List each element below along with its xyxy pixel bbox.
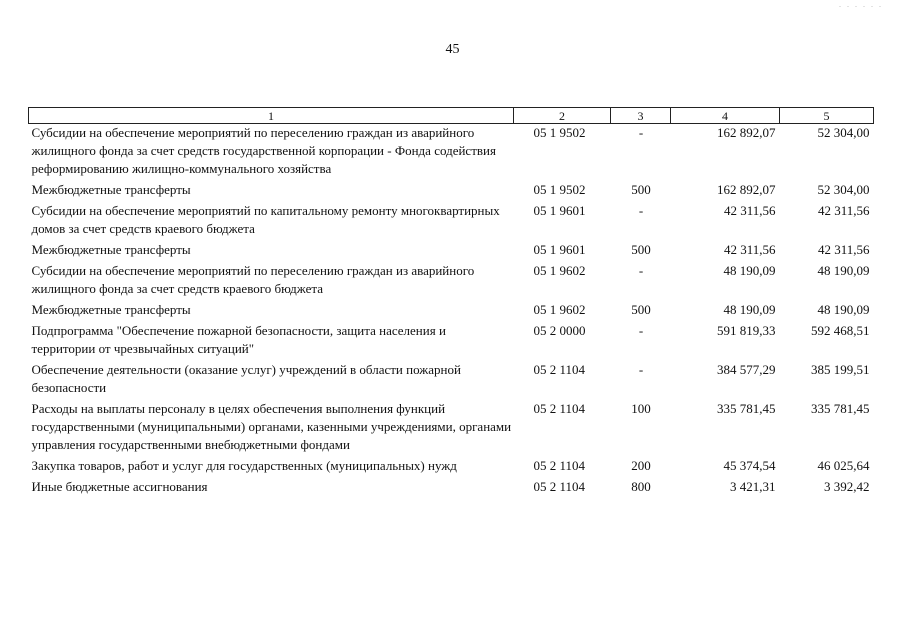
row-name: Расходы на выплаты персоналу в целях обеспечения выполнения функций государственными (муниципальными) органами, казенными учреждениями, органами управления государственными внебюджетными фондами: [31, 401, 512, 452]
table-row: [29, 301, 874, 322]
table-row: [29, 400, 874, 457]
row-name: Закупка товаров, работ и услуг для государственных (муниципальных) нужд: [31, 458, 457, 473]
row-value-col4: 591 819,33: [717, 323, 776, 338]
row-name: Межбюджетные трансферты: [31, 182, 191, 197]
row-value-col5: 52 304,00: [817, 125, 870, 140]
row-target-code: 05 1 9502: [533, 125, 586, 140]
page-number: 45: [445, 42, 460, 57]
row-expense-type: 800: [631, 479, 651, 494]
row-name: Подпрограмма "Обеспечение пожарной безопасности, защита населения и территории от чрезвычайных ситуаций": [31, 323, 446, 356]
row-value-col4: 3 421,31: [730, 479, 776, 494]
row-target-code: 05 2 1104: [533, 362, 586, 377]
row-target-code: 05 1 9602: [533, 302, 586, 317]
row-value-col4: 45 374,54: [723, 458, 776, 473]
row-name: Субсидии на обеспечение мероприятий по переселению граждан из аварийного жилищного фонда за счет средств государственной корпорации - Фонда содействия реформированию жилищно-коммунального хозяйства: [31, 125, 496, 176]
row-expense-type: -: [638, 203, 644, 218]
table-header: [29, 108, 874, 124]
row-value-col5: 48 190,09: [817, 302, 870, 317]
row-name: Межбюджетные трансферты: [31, 242, 191, 257]
row-value-col4: 384 577,29: [717, 362, 776, 377]
row-expense-type: -: [638, 125, 644, 140]
row-name: Обеспечение деятельности (оказание услуг) учреждений в области пожарной безопасности: [31, 362, 461, 395]
column-header-1: 1: [29, 108, 514, 124]
column-header-3: 3: [611, 108, 671, 124]
row-target-code: 05 2 1104: [533, 401, 586, 416]
budget-table: [28, 107, 874, 499]
row-target-code: 05 1 9601: [533, 203, 586, 218]
table-row: [29, 241, 874, 262]
row-value-col4: 42 311,56: [723, 203, 776, 218]
row-name: Межбюджетные трансферты: [31, 302, 191, 317]
table-row: [29, 322, 874, 361]
row-expense-type: 200: [631, 458, 651, 473]
row-target-code: 05 2 1104: [533, 458, 586, 473]
scan-corner-marks: . . . . . .: [839, 0, 883, 9]
row-target-code: 05 1 9602: [533, 263, 586, 278]
row-expense-type: 500: [631, 182, 651, 197]
table-row: [29, 181, 874, 202]
row-expense-type: -: [638, 323, 644, 338]
row-value-col4: 335 781,45: [717, 401, 776, 416]
table-row: [29, 457, 874, 478]
row-value-col4: 48 190,09: [723, 302, 776, 317]
column-header-2: 2: [514, 108, 611, 124]
header-row: [29, 108, 874, 124]
row-value-col4: 162 892,07: [717, 125, 776, 140]
table-row: [29, 202, 874, 241]
row-expense-type: 500: [631, 302, 651, 317]
row-value-col5: 335 781,45: [811, 401, 870, 416]
table-row: [29, 124, 874, 182]
row-target-code: 05 1 9502: [533, 182, 586, 197]
row-value-col5: 42 311,56: [817, 203, 870, 218]
table-row: [29, 361, 874, 400]
row-value-col5: 52 304,00: [817, 182, 870, 197]
row-value-col4: 162 892,07: [717, 182, 776, 197]
row-value-col5: 42 311,56: [817, 242, 870, 257]
row-value-col5: 385 199,51: [811, 362, 870, 377]
column-header-5: 5: [780, 108, 874, 124]
row-value-col4: 42 311,56: [723, 242, 776, 257]
table-row: [29, 262, 874, 301]
row-value-col4: 48 190,09: [723, 263, 776, 278]
table-body: [29, 124, 874, 500]
row-name: Субсидии на обеспечение мероприятий по капитальному ремонту многоквартирных домов за счет средств краевого бюджета: [31, 203, 500, 236]
row-expense-type: 100: [631, 401, 651, 416]
row-name: Субсидии на обеспечение мероприятий по переселению граждан из аварийного жилищного фонда за счет средств краевого бюджета: [31, 263, 475, 296]
row-expense-type: -: [638, 263, 644, 278]
row-target-code: 05 2 1104: [533, 479, 586, 494]
table-row: [29, 478, 874, 499]
row-target-code: 05 1 9601: [533, 242, 586, 257]
row-expense-type: -: [638, 362, 644, 377]
row-value-col5: 3 392,42: [824, 479, 870, 494]
row-name: Иные бюджетные ассигнования: [31, 479, 208, 494]
row-value-col5: 46 025,64: [817, 458, 870, 473]
row-expense-type: 500: [631, 242, 651, 257]
row-value-col5: 592 468,51: [811, 323, 870, 338]
row-target-code: 05 2 0000: [533, 323, 586, 338]
column-header-4: 4: [671, 108, 780, 124]
row-value-col5: 48 190,09: [817, 263, 870, 278]
